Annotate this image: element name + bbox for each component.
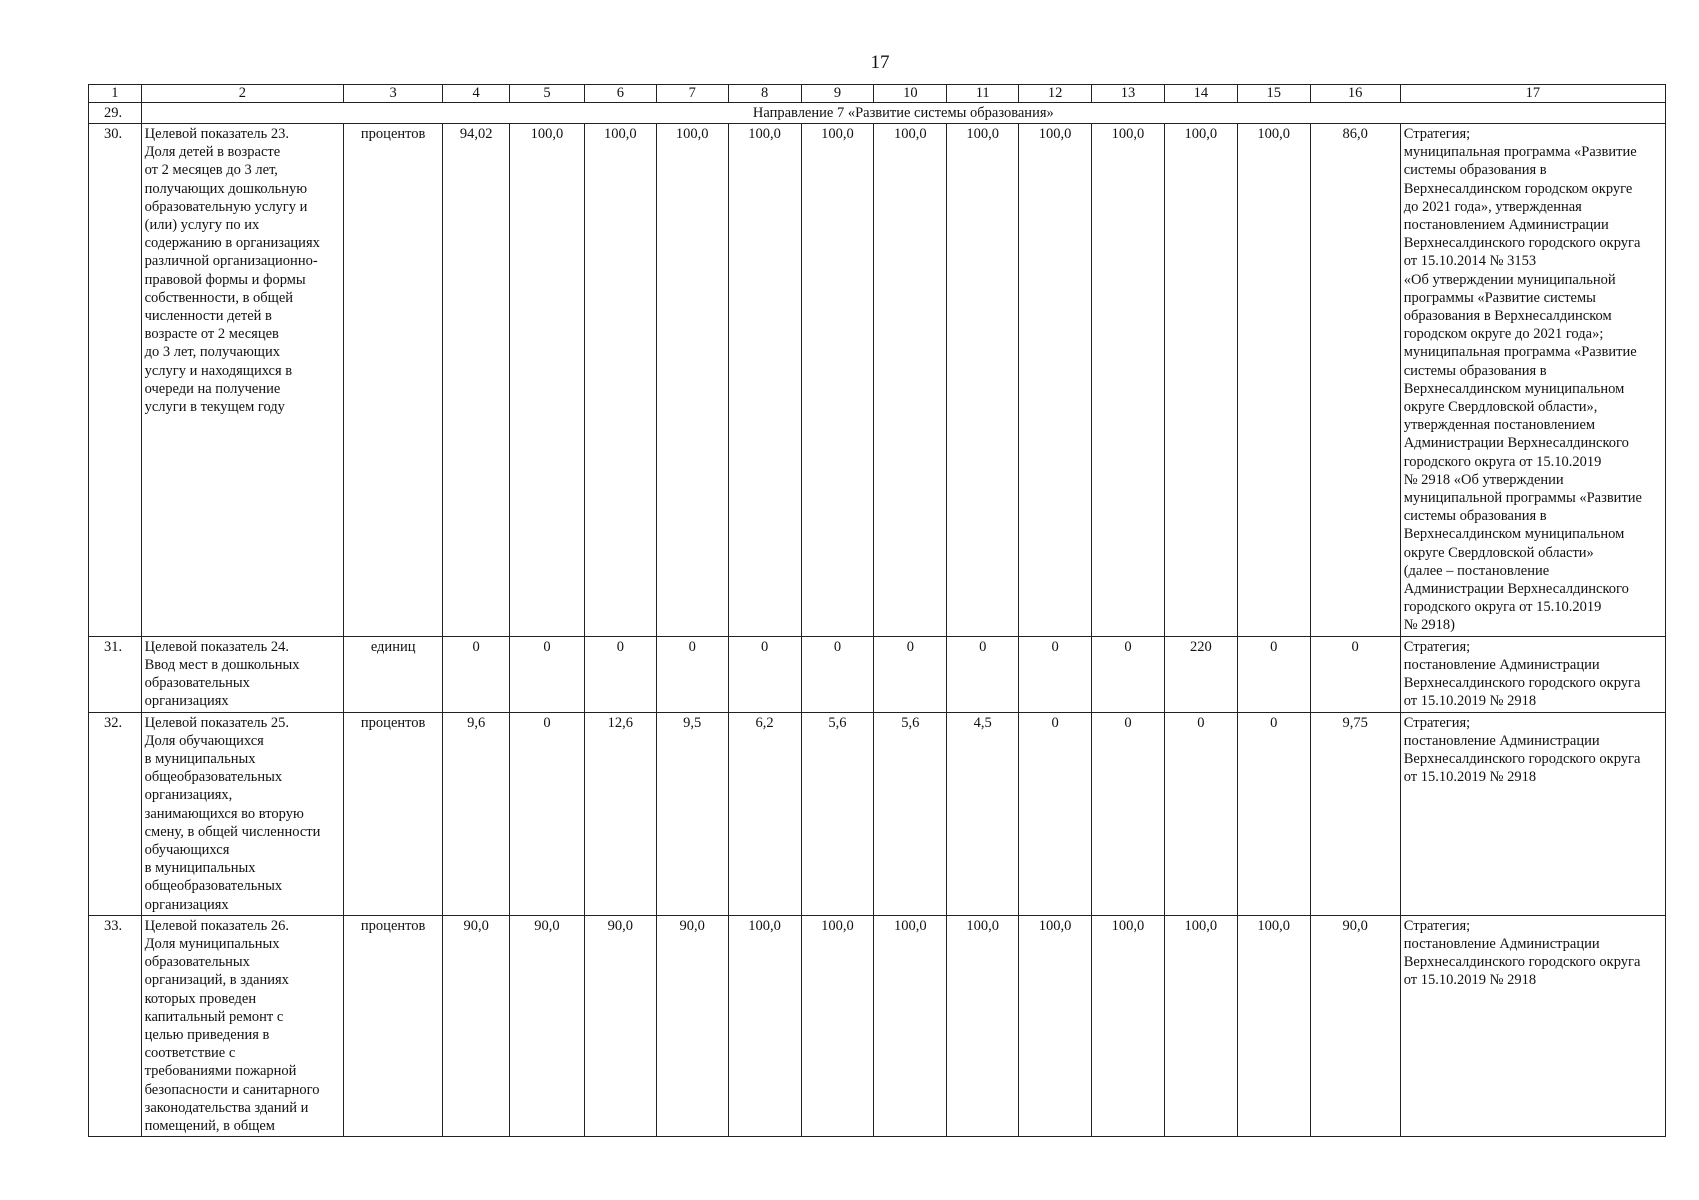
value-cell: 100,0: [947, 124, 1019, 637]
value-cell: 0: [1092, 712, 1165, 915]
column-number: 4: [443, 85, 510, 103]
indicator-name: Целевой показатель 26. Доля муниципальных образовательных организаций, в зданиях которых проведен капитальный ремонт с целью приведения в соответствие с требованиями пожарной безопасности и санитарного законодательства зданий и помещений, в общем: [141, 915, 343, 1136]
value-cell: 90,0: [656, 915, 728, 1136]
source-document: Стратегия; муниципальная программа «Развитие системы образования в Верхнесалдинском городском округе до 2021 года», утвержденная постановлением Администрации Верхнесалдинского городского округа от 15.10.2014 № 3153 «Об утверждении муниципальной программы «Развитие системы образования в Верхнесалдинском городском округе до 2021 года»; муниципальная программа «Развитие системы образования в Верхнесалдинском муниципальном округе Свердловской области», утвержденная постановлением Администрации Верхнесалдинского городского округа от 15.10.2019 № 2918 «Об утверждении муниципальной программы «Развитие системы образования в Верхнесалдинском муниципальном округе Свердловской области» (далее – постановление Администрации Верхнесалдинского городского округа от 15.10.2019 № 2918): [1400, 124, 1665, 637]
value-cell: 90,0: [443, 915, 510, 1136]
value-cell: 100,0: [728, 915, 801, 1136]
column-number: 2: [141, 85, 343, 103]
unit-cell: процентов: [344, 124, 443, 637]
indicator-name: Целевой показатель 24. Ввод мест в дошкольных образовательных организациях: [141, 636, 343, 712]
value-cell: 0: [1237, 636, 1310, 712]
row-number-cell: [89, 712, 142, 915]
section-row-number: [89, 103, 142, 124]
value-cell: 4,5: [947, 712, 1019, 915]
value-cell: 100,0: [1092, 915, 1165, 1136]
value-cell: 90,0: [1310, 915, 1400, 1136]
column-number: 15: [1237, 85, 1310, 103]
table-row: [89, 712, 1666, 915]
value-cell: 5,6: [801, 712, 874, 915]
value-cell: 90,0: [584, 915, 656, 1136]
value-cell: 94,02: [443, 124, 510, 637]
value-cell: 100,0: [1164, 915, 1237, 1136]
value-cell: 90,0: [510, 915, 585, 1136]
value-cell: 100,0: [728, 124, 801, 637]
column-number: 5: [510, 85, 585, 103]
indicator-name: Целевой показатель 23. Доля детей в возрасте от 2 месяцев до 3 лет, получающих дошкольную образовательную услугу и (или) услугу по их содержанию в организациях различной организационно- правовой формы и формы собственности, в общей численности детей в возрасте от 2 месяцев до 3 лет, получающих услугу и находящихся в очереди на получение услуги в текущем году: [141, 124, 343, 637]
column-number: 17: [1400, 85, 1665, 103]
column-number: 13: [1092, 85, 1165, 103]
column-number-row: [89, 85, 1666, 103]
value-cell: 100,0: [874, 124, 947, 637]
page-number: 17: [870, 52, 890, 73]
indicator-name: Целевой показатель 25. Доля обучающихся в муниципальных общеобразовательных организациях, занимающихся во вторую смену, в общей численности обучающихся в муниципальных общеобразовательных организациях: [141, 712, 343, 915]
value-cell: 6,2: [728, 712, 801, 915]
value-cell: 86,0: [1310, 124, 1400, 637]
unit-cell: процентов: [344, 915, 443, 1136]
column-number: 16: [1310, 85, 1400, 103]
value-cell: 0: [1164, 712, 1237, 915]
value-cell: 220: [1164, 636, 1237, 712]
section-title: Направление 7 «Развитие системы образования»: [141, 103, 1665, 124]
row-number-cell: [89, 124, 142, 637]
source-document: Стратегия; постановление Администрации Верхнесалдинского городского округа от 15.10.2019 № 2918: [1400, 712, 1665, 915]
source-document: Стратегия; постановление Администрации Верхнесалдинского городского округа от 15.10.2019 № 2918: [1400, 636, 1665, 712]
value-cell: 100,0: [1164, 124, 1237, 637]
column-number: 1: [89, 85, 142, 103]
value-cell: 0: [1019, 712, 1092, 915]
value-cell: 12,6: [584, 712, 656, 915]
column-number: 12: [1019, 85, 1092, 103]
column-number: 3: [344, 85, 443, 103]
value-cell: 100,0: [1237, 124, 1310, 637]
value-cell: 0: [1237, 712, 1310, 915]
value-cell: 100,0: [1019, 915, 1092, 1136]
value-cell: 100,0: [1092, 124, 1165, 637]
value-cell: 100,0: [656, 124, 728, 637]
unit-cell: единиц: [344, 636, 443, 712]
value-cell: 0: [874, 636, 947, 712]
value-cell: 0: [801, 636, 874, 712]
value-cell: 0: [947, 636, 1019, 712]
value-cell: 0: [1019, 636, 1092, 712]
indicators-table: [88, 84, 1666, 1137]
unit-cell: процентов: [344, 712, 443, 915]
value-cell: 0: [656, 636, 728, 712]
value-cell: 100,0: [947, 915, 1019, 1136]
value-cell: 100,0: [1019, 124, 1092, 637]
value-cell: 9,6: [443, 712, 510, 915]
column-number: 8: [728, 85, 801, 103]
table-row: [89, 636, 1666, 712]
value-cell: 100,0: [584, 124, 656, 637]
value-cell: 0: [1092, 636, 1165, 712]
value-cell: 100,0: [801, 124, 874, 637]
value-cell: 9,5: [656, 712, 728, 915]
value-cell: 0: [443, 636, 510, 712]
value-cell: 0: [728, 636, 801, 712]
value-cell: 9,75: [1310, 712, 1400, 915]
column-number: 7: [656, 85, 728, 103]
column-number: 10: [874, 85, 947, 103]
value-cell: 100,0: [874, 915, 947, 1136]
section-row: [89, 103, 1666, 124]
value-cell: 100,0: [1237, 915, 1310, 1136]
column-number: 11: [947, 85, 1019, 103]
value-cell: 100,0: [801, 915, 874, 1136]
value-cell: 0: [510, 636, 585, 712]
source-document: Стратегия; постановление Администрации Верхнесалдинского городского округа от 15.10.2019 № 2918: [1400, 915, 1665, 1136]
row-number: 33.: [104, 917, 123, 934]
column-number: 9: [801, 85, 874, 103]
value-cell: 5,6: [874, 712, 947, 915]
row-number: 30.: [104, 126, 123, 142]
table-row: [89, 915, 1666, 1136]
value-cell: 0: [584, 636, 656, 712]
row-number: 29.: [104, 105, 123, 121]
value-cell: 0: [510, 712, 585, 915]
value-cell: 100,0: [510, 124, 585, 637]
column-number: 14: [1164, 85, 1237, 103]
column-number: 6: [584, 85, 656, 103]
row-number-cell: [89, 915, 142, 1136]
table-row: [89, 124, 1666, 637]
row-number: 31.: [104, 638, 123, 655]
row-number-cell: [89, 636, 142, 712]
value-cell: 0: [1310, 636, 1400, 712]
row-number: 32.: [104, 714, 123, 731]
